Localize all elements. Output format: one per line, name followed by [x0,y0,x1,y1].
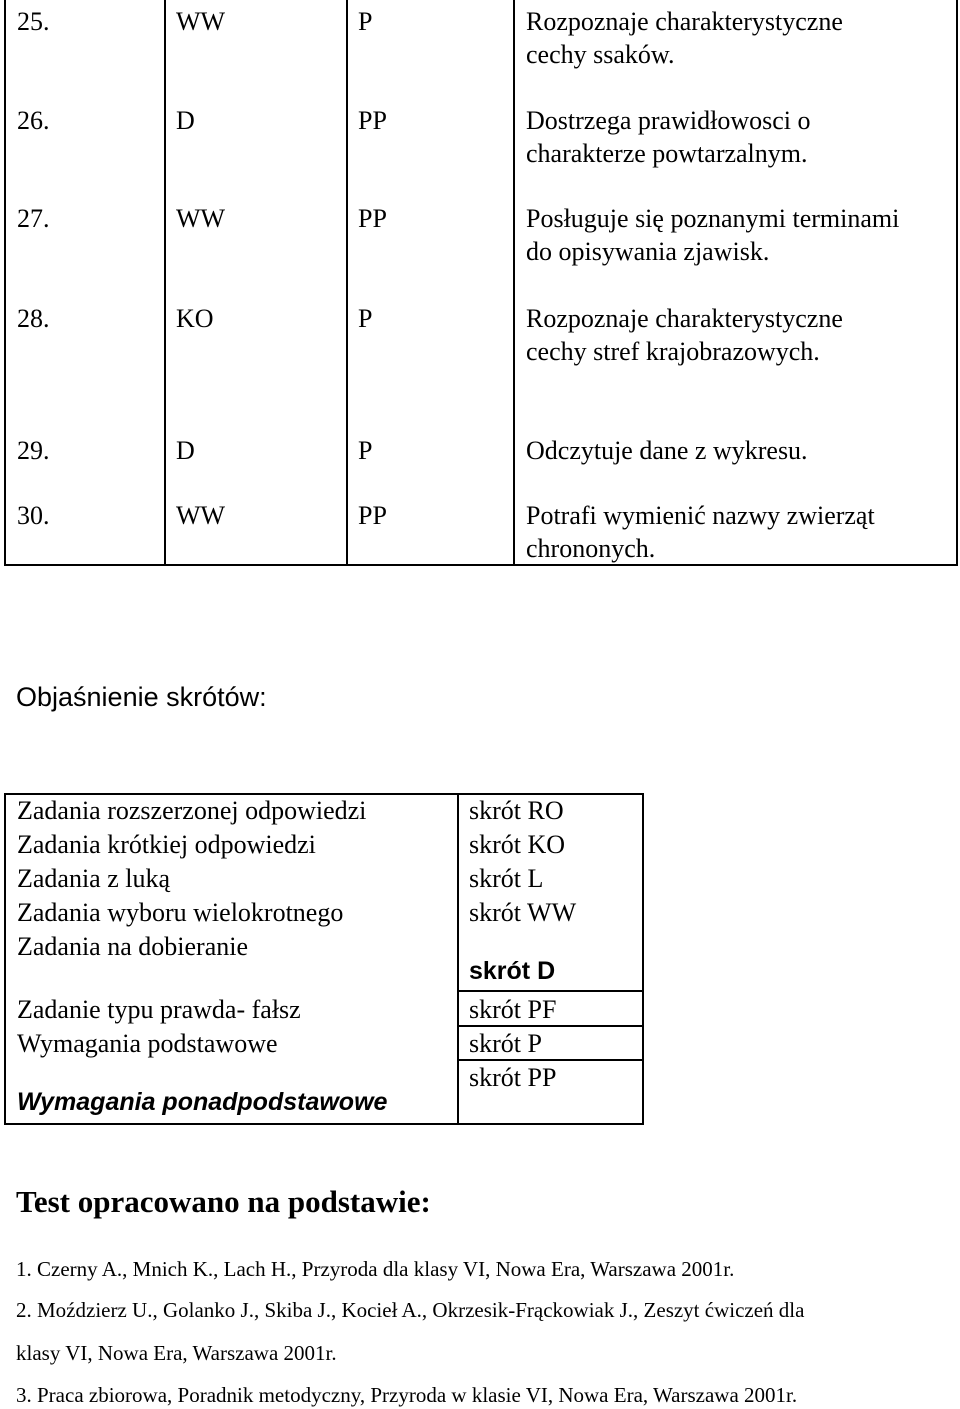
task-type: WW [176,7,226,36]
task-number: 28. [17,304,50,333]
task-level: PP [358,501,387,530]
task-description: Potrafi wymienić nazwy zwierząt chrononych. [526,501,875,563]
abbreviation-table [4,793,644,1125]
task-number: 25. [17,7,50,36]
abbr-value: skrót D [469,957,556,985]
abbr-value: skrót L [469,864,544,893]
table-divider [346,0,348,564]
task-description: Rozpoznaje charakterystyczne cechy ssaków. [526,7,843,69]
abbr-value: skrót PF [469,995,557,1024]
task-level: P [358,304,373,333]
abbr-label: Wymagania ponadpodstawowe [17,1088,388,1116]
abbr-label: Zadania wyboru wielokrotnego [17,898,344,927]
abbr-label: Zadania rozszerzonej odpowiedzi [17,796,367,825]
table-divider [457,990,642,992]
task-table [4,0,958,566]
table-divider [457,1059,642,1061]
abbr-label: Zadania krótkiej odpowiedzi [17,830,316,859]
source-line: klasy VI, Nowa Era, Warszawa 2001r. [16,1341,337,1365]
task-description: Posługuje się poznanymi terminami do opisywania zjawisk. [526,204,900,266]
table-divider [457,795,459,1123]
abbr-value: skrót PP [469,1063,557,1092]
explanations-heading: Objaśnienie skrótów: [16,682,267,712]
task-type: D [176,106,195,135]
abbr-value: skrót RO [469,796,564,825]
task-type: D [176,436,195,465]
abbr-label: Wymagania podstawowe [17,1029,278,1058]
task-number: 30. [17,501,50,530]
source-line: 2. Moździerz U., Golanko J., Skiba J., Kocieł A., Okrzesik-Frąckowiak J., Zeszyt ćwiczeń dla [16,1298,805,1322]
table-divider [164,0,166,564]
abbr-value: skrót P [469,1029,542,1058]
abbr-value: skrót WW [469,898,577,927]
task-number: 26. [17,106,50,135]
task-type: KO [176,304,214,333]
task-type: WW [176,204,226,233]
source-line: 3. Praca zbiorowa, Poradnik metodyczny, Przyroda w klasie VI, Nowa Era, Warszawa 2001r. [16,1383,798,1407]
table-divider [513,0,515,564]
task-level: P [358,436,373,465]
sources-heading: Test opracowano na podstawie: [16,1184,431,1219]
abbr-label: Zadania z luką [17,864,171,893]
task-number: 27. [17,204,50,233]
table-divider [457,1025,642,1027]
task-type: WW [176,501,226,530]
task-description: Odczytuje dane z wykresu. [526,436,808,465]
task-level: PP [358,106,387,135]
abbr-label: Zadania na dobieranie [17,932,248,961]
task-level: P [358,7,373,36]
task-description: Rozpoznaje charakterystyczne cechy stref krajobrazowych. [526,304,843,366]
abbr-label: Zadanie typu prawda- fałsz [17,995,301,1024]
source-line: 1. Czerny A., Mnich K., Lach H., Przyroda dla klasy VI, Nowa Era, Warszawa 2001r. [16,1257,735,1281]
task-level: PP [358,204,387,233]
abbr-value: skrót KO [469,830,566,859]
task-description: Dostrzega prawidłowosci o charakterze powtarzalnym. [526,106,811,168]
task-number: 29. [17,436,50,465]
